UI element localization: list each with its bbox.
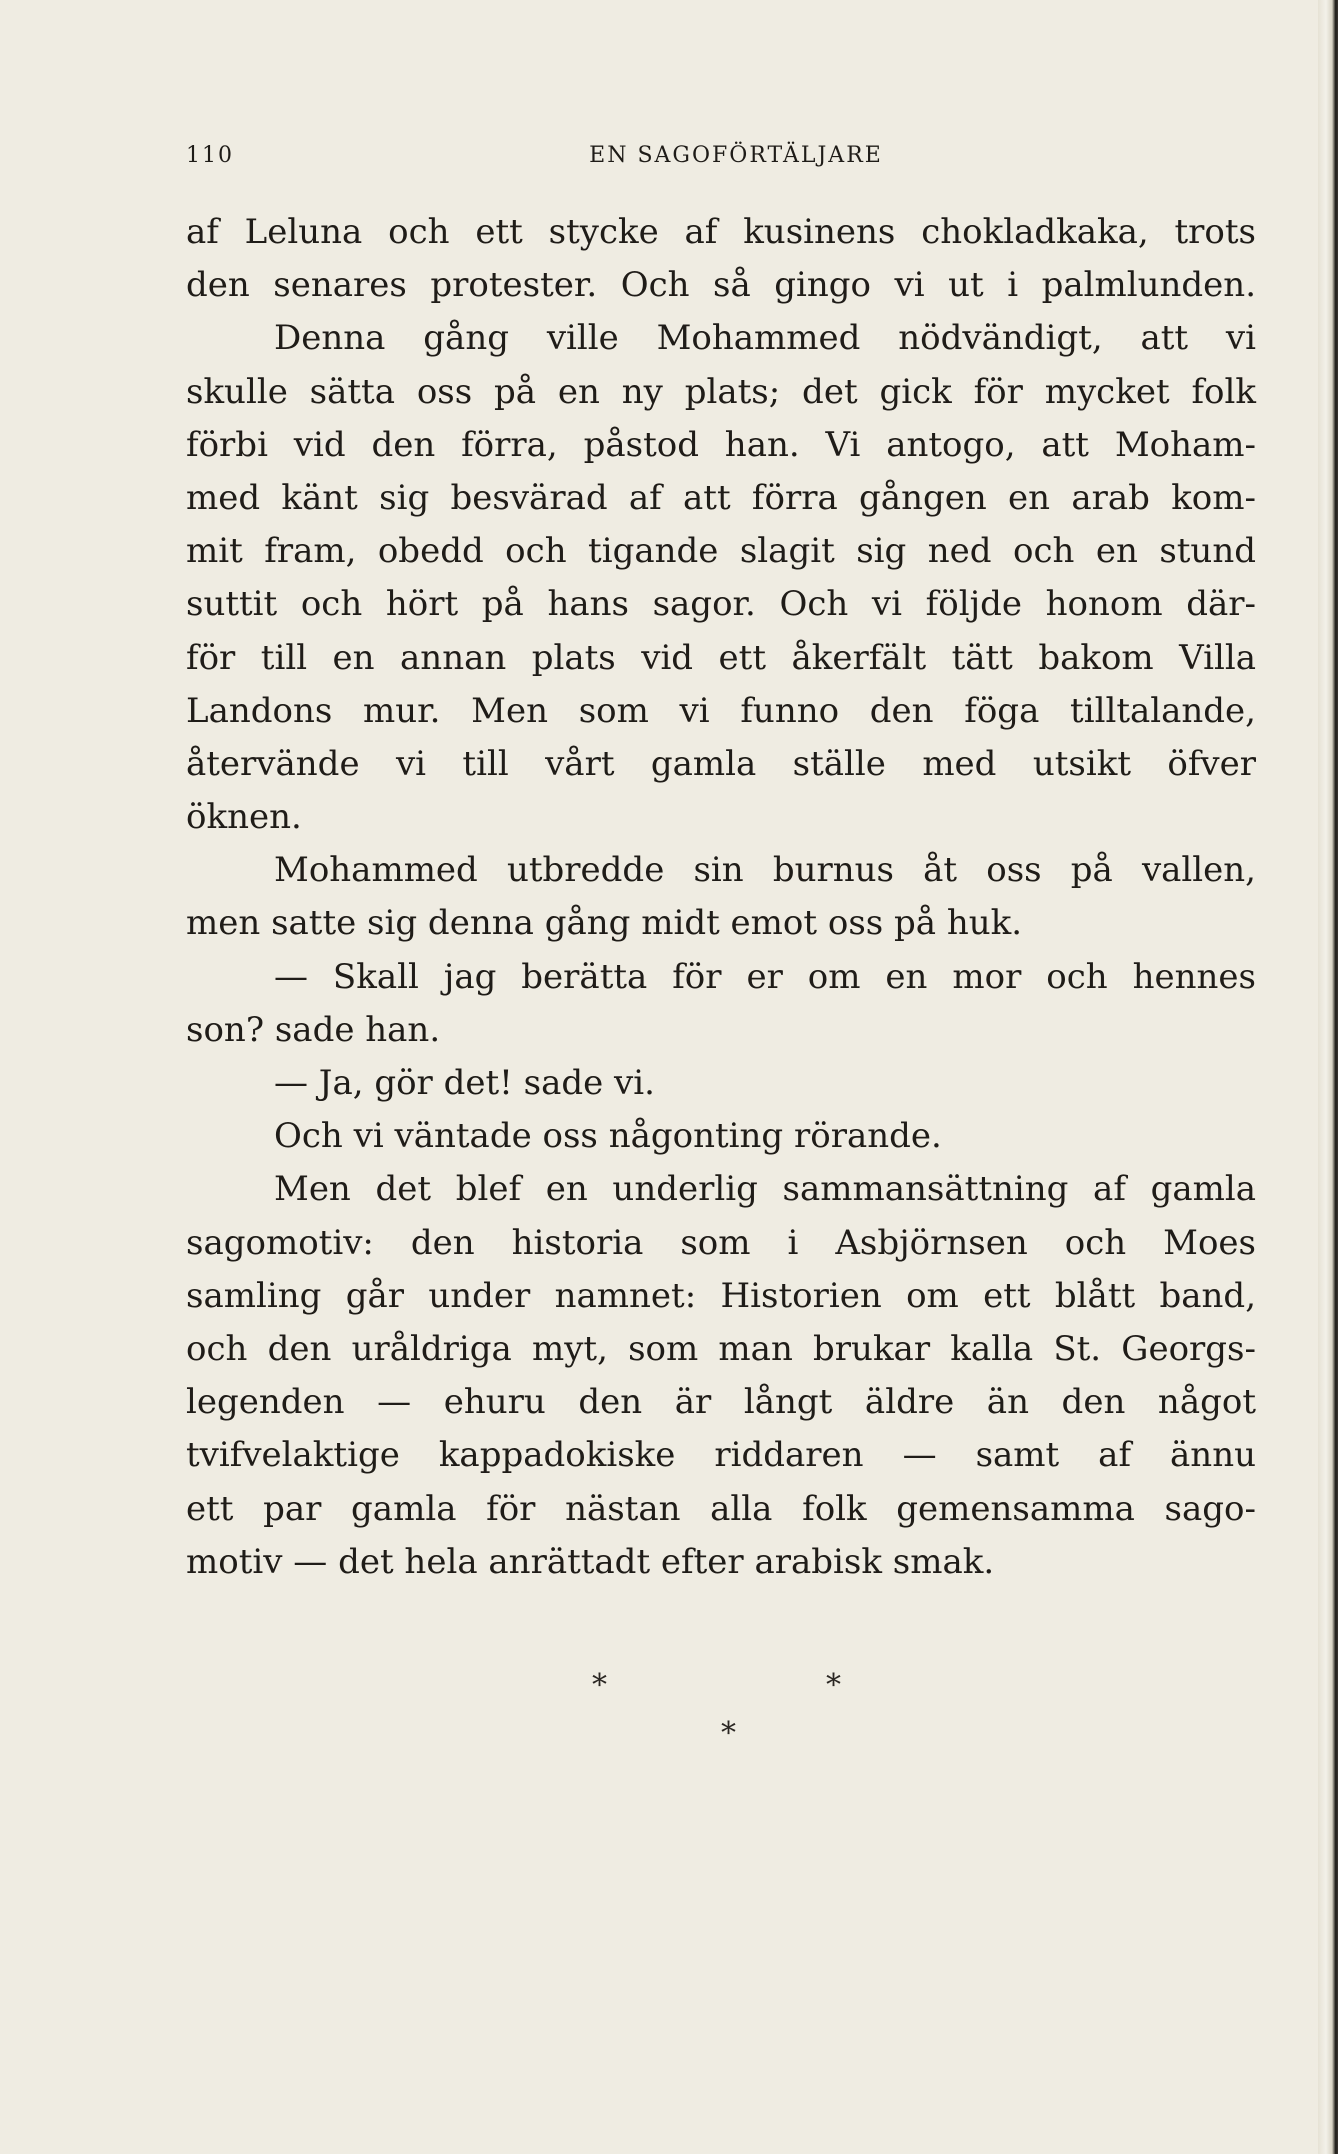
text-line: Men det blef en underlig sammansättning af gamla	[274, 1169, 1256, 1210]
text-line: skulle sätta oss på en ny plats; det gick för mycket folk	[186, 371, 1256, 412]
text-line: förbi vid den förra, påstod han. Vi antogo, att Moham-	[186, 424, 1256, 465]
text-line: och den uråldriga myt, som man brukar kalla St. Georgs-	[186, 1328, 1256, 1369]
text-line: ett par gamla för nästan alla folk gemensamma sago-	[186, 1488, 1256, 1529]
text-line: Och vi väntade oss någonting rörande.	[274, 1116, 942, 1157]
text-line: öknen.	[186, 797, 302, 838]
text-line: samling går under namnet: Historien om ett blått band,	[186, 1275, 1256, 1316]
page-number: 110	[186, 143, 234, 168]
running-title: EN SAGOFÖRTÄLJARE	[589, 143, 883, 168]
body-text	[186, 206, 1256, 1589]
text-line: Mohammed utbredde sin burnus åt oss på vallen,	[274, 850, 1256, 891]
text-line: tvifvelaktige kappadokiske riddaren — samt af ännu	[186, 1435, 1256, 1476]
text-line: Denna gång ville Mohammed nödvändigt, att vi	[274, 318, 1256, 359]
page-edge-shadow	[1318, 0, 1338, 2154]
text-line: — Skall jag berätta för er om en mor och hennes	[274, 956, 1256, 997]
asterism-star-right-icon: *	[826, 1668, 841, 1703]
text-line: men satte sig denna gång midt emot oss på huk.	[186, 903, 1023, 944]
text-line: sagomotiv: den historia som i Asbjörnsen och Moes	[186, 1222, 1256, 1263]
text-line: för till en annan plats vid ett åkerfält tätt bakom Villa	[186, 637, 1256, 678]
text-line: — Ja, gör det! sade vi.	[274, 1063, 655, 1103]
asterism-star-left-icon: *	[592, 1668, 607, 1703]
text-line: Landons mur. Men som vi funno den föga tilltalande,	[186, 690, 1256, 731]
text-line: mit fram, obedd och tigande slagit sig ned och en stund	[186, 531, 1256, 572]
text-line: son? sade han.	[186, 1009, 441, 1050]
text-line: den senares protester. Och så gingo vi ut i palmlunden.	[186, 265, 1256, 306]
text-line: motiv — det hela anrättadt efter arabisk smak.	[186, 1541, 995, 1582]
text-line: legenden — ehuru den är långt äldre än den något	[186, 1382, 1256, 1423]
text-line: återvände vi till vårt gamla ställe med utsikt öfver	[186, 743, 1256, 784]
text-line: med känt sig besvärad af att förra gången en arab kom-	[186, 477, 1256, 518]
text-line: af Leluna och ett stycke af kusinens chokladkaka, trots	[186, 212, 1256, 252]
running-head	[186, 143, 1256, 173]
text-line: suttit och hört på hans sagor. Och vi följde honom där-	[186, 584, 1256, 625]
asterism-star-bottom-icon: *	[721, 1716, 736, 1751]
